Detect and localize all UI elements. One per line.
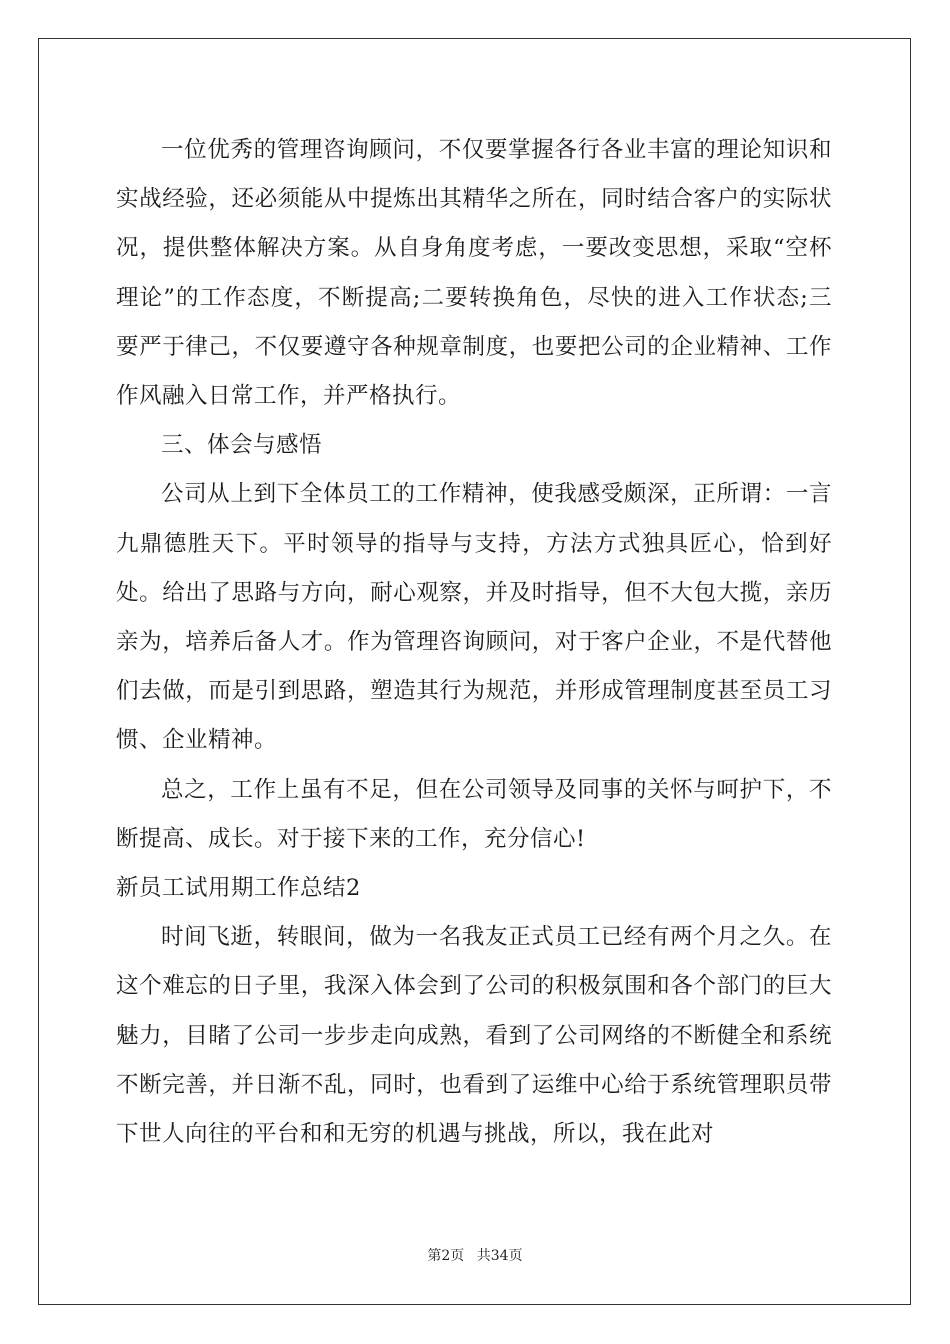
page-footer [0, 1245, 950, 1265]
document-title-2: 新员工试用期工作总结2 [116, 875, 361, 902]
section-heading-reflection: 三、体会与感悟 [161, 432, 323, 459]
document-body [116, 126, 832, 1159]
page-number: 第2页 [427, 1248, 465, 1264]
paragraph-time-flies: 时间飞逝，转眼间，做为一名我友正式员工已经有两个月之久。在这个难忘的日子里，我深入体会到了公司的积极氛围和各个部门的巨大魅力，目睹了公司一步步走向成熟，看到了公司网络的不断健全和系统不断完善，并日渐不乱，同时，也看到了运维中心给于系统管理职员带下世人向往的平台和和无穷的机遇与挑战，所以，我在此对 [116, 924, 832, 1148]
paragraph-company-spirit: 公司从上到下全体员工的工作精神，使我感受颇深，正所谓：一言九鼎德胜天下。平时领导的指导与支持，方法方式独具匠心，恰到好处。给出了思路与方向，耐心观察，并及时指导，但不大包大揽，亲历亲为，培养后备人才。作为管理咨询顾问，对于客户企业，不是代替他们去做，而是引到思路，塑造其行为规范，并形成管理制度甚至员工习惯、企业精神。 [116, 481, 832, 754]
paragraph-consultant: 一位优秀的管理咨询顾问，不仅要掌握各行各业丰富的理论知识和实战经验，还必须能从中提炼出其精华之所在，同时结合客户的实际状况，提供整体解决方案。从自身角度考虑，一要改变思想，采取“空杯理论”的工作态度，不断提高;二要转换角色，尽快的进入工作状态;三要严于律己，不仅要遵守各种规章制度，也要把公司的企业精神、工作作风融入日常工作，并严格执行。 [116, 137, 832, 410]
total-pages: 共34页 [476, 1248, 523, 1264]
paragraph-summary: 总之，工作上虽有不足，但在公司领导及同事的关怀与呵护下，不断提高、成长。对于接下来的工作，充分信心! [116, 776, 832, 852]
